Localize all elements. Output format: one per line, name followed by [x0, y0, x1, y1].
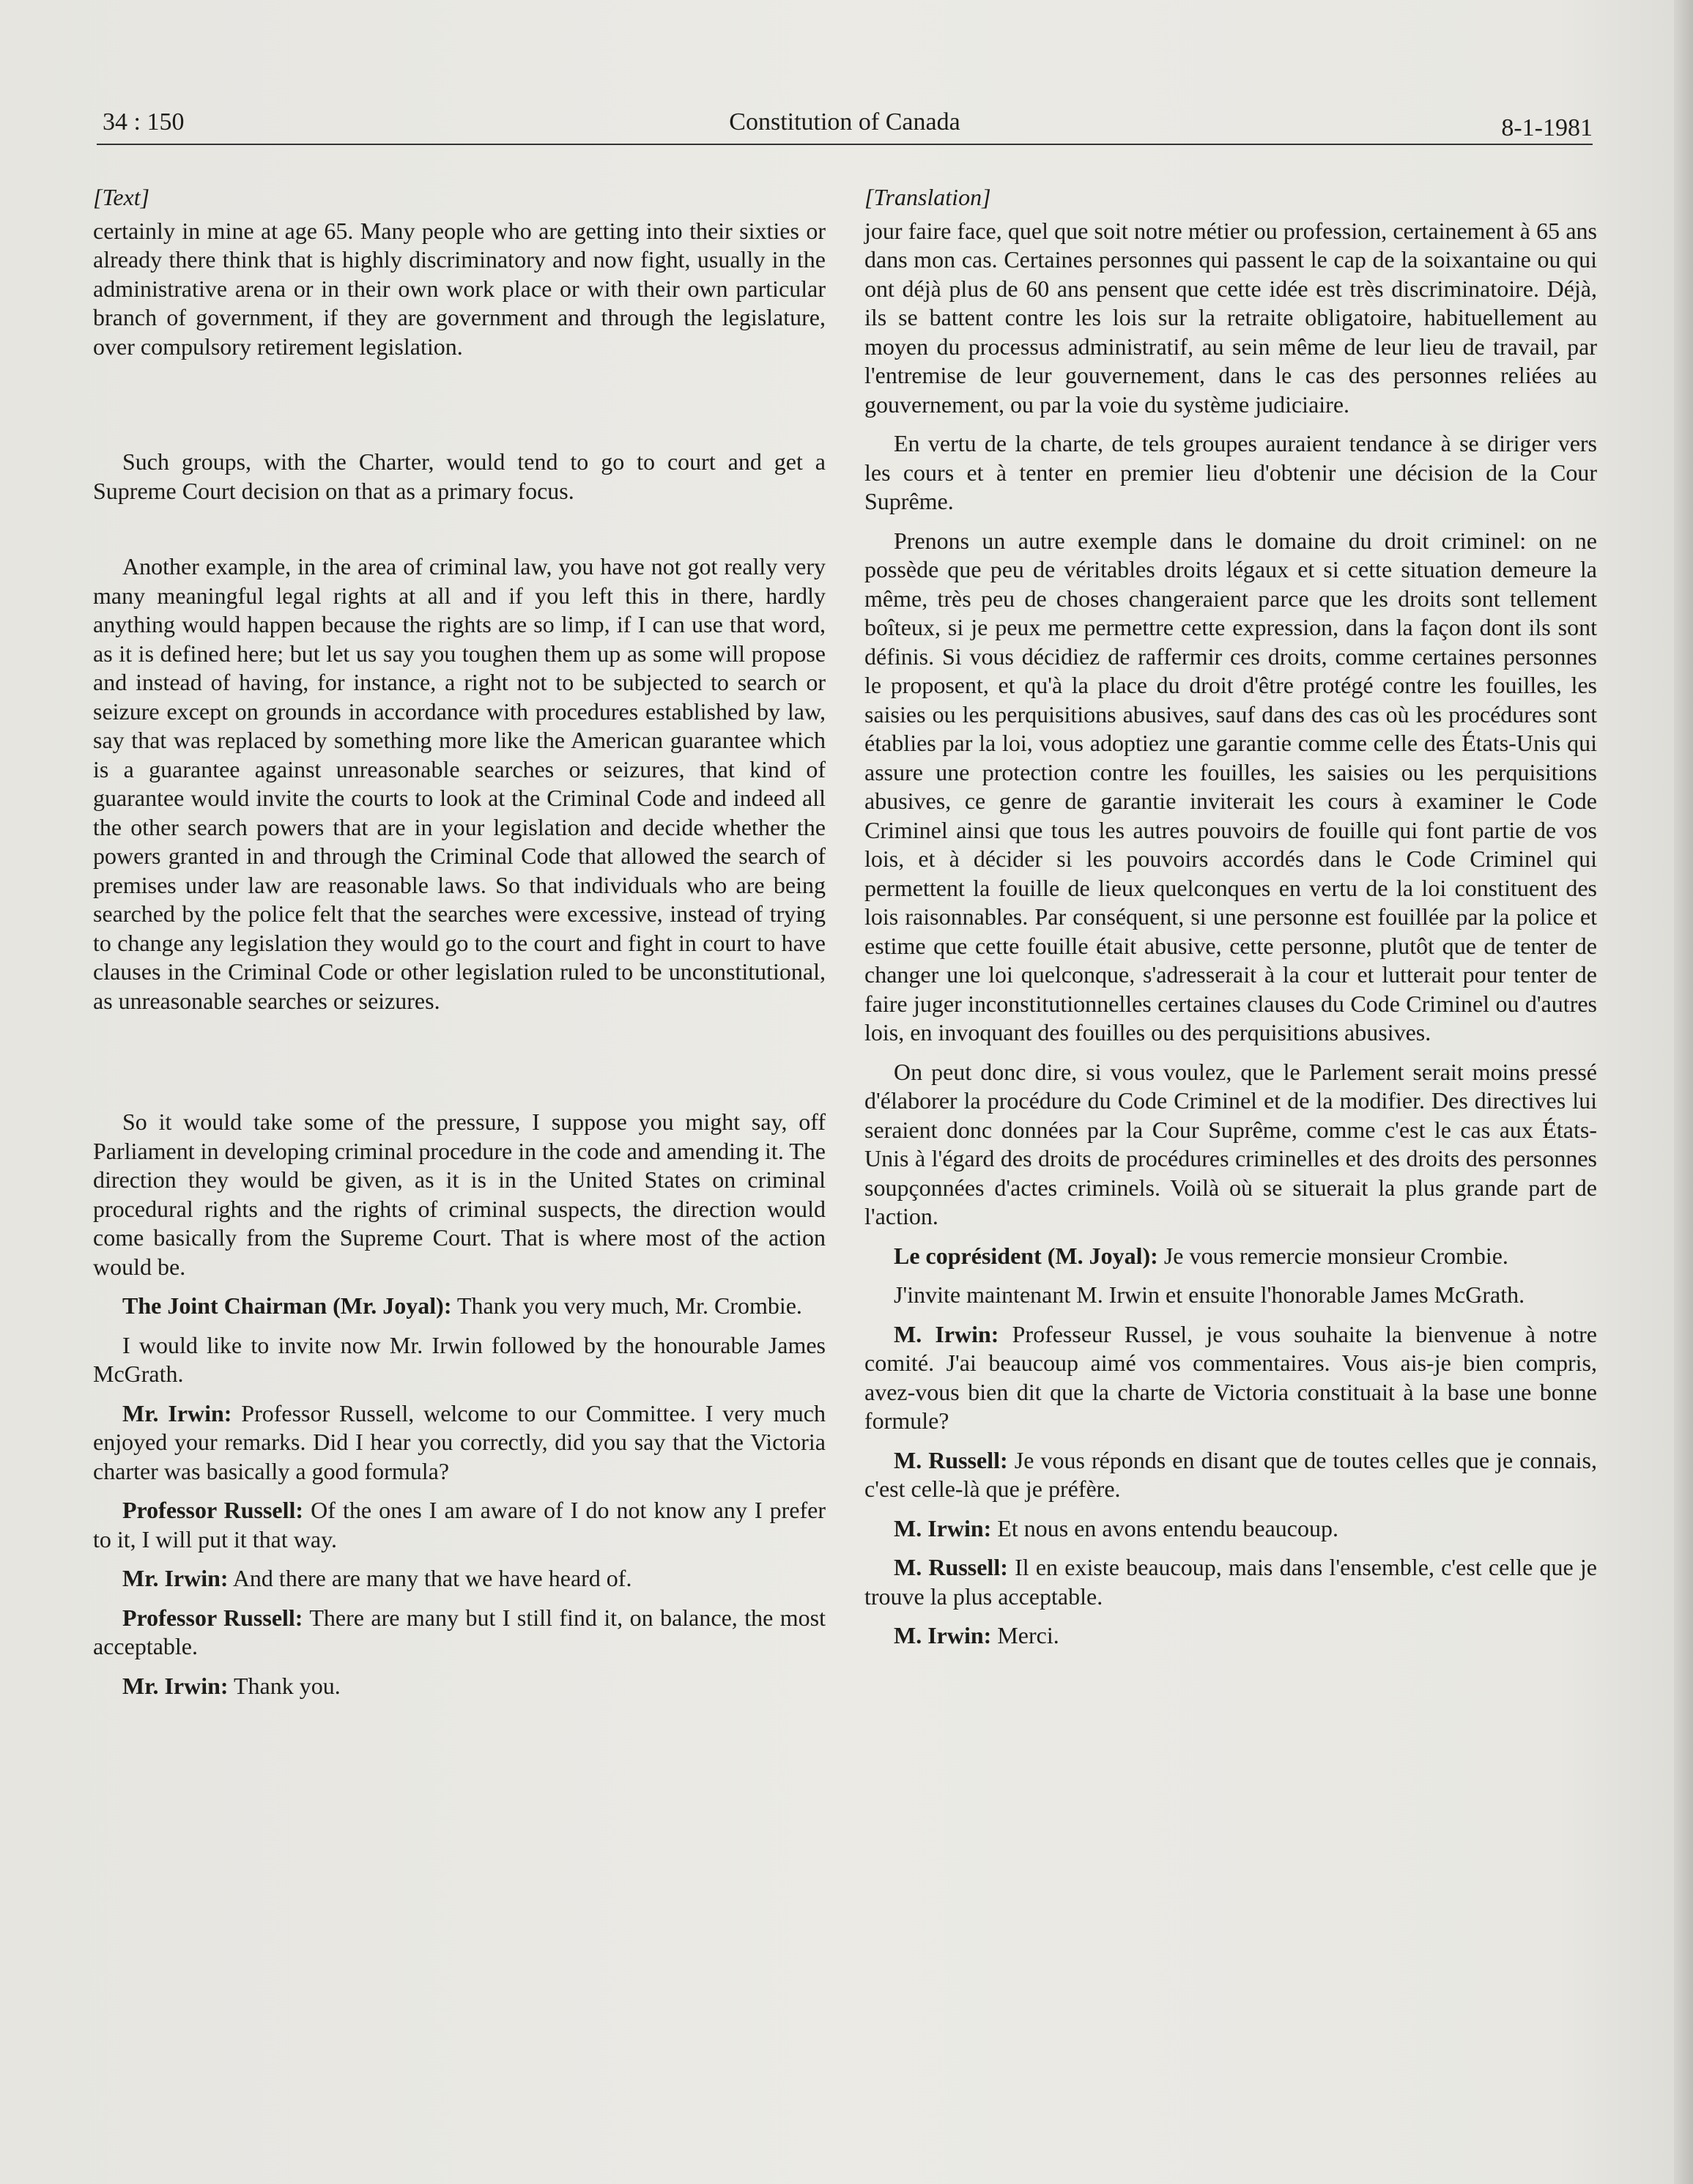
page-title: Constitution of Canada [729, 108, 960, 136]
speaker-paragraph: Mr. Irwin: Thank you. [122, 1672, 341, 1699]
speaker-name: M. Russell: [894, 1554, 1008, 1580]
binding-edge [1674, 0, 1693, 2184]
speaker-name: M. Russell: [894, 1446, 1008, 1473]
column-label: [Text] [93, 184, 150, 210]
speaker-paragraph: M. Irwin: Professeur Russel, je vous souhaite la bienvenue à notre comité. J'ai beaucoup aimé vos commentaires. Vous ais-je bien compris, avez-vous bien dit que la charte de Victoria constituait à la base une bonne formule? [864, 1320, 1598, 1434]
paragraph: Such groups, with the Charter, would tend to go to court and get a Supreme Court decision on that as a primary focus. [93, 448, 826, 504]
speaker-paragraph: M. Russell: Il en existe beaucoup, mais dans l'ensemble, c'est celle que je trouve la plus acceptable. [864, 1554, 1598, 1610]
speaker-name: Mr. Irwin: [122, 1672, 229, 1699]
speaker-name: Mr. Irwin: [122, 1565, 229, 1591]
english-column [93, 183, 826, 1711]
page-date: 8-1-1981 [1501, 114, 1593, 141]
page-number: 34 : 150 [103, 108, 185, 136]
page-header [97, 108, 1593, 145]
speaker-paragraph: M. Irwin: Et nous en avons entendu beaucoup. [894, 1514, 1338, 1541]
paragraph: certainly in mine at age 65. Many people who are getting into their sixties or already there think that is highly discriminatory and now fight, usually in the administrative arena or in their own work place or with their own particular branch of government, if they are government and through the legislature, over compulsory retirement legislation. [93, 217, 826, 360]
speaker-paragraph: Mr. Irwin: And there are many that we have heard of. [122, 1565, 632, 1591]
speaker-name: M. Irwin: [894, 1320, 999, 1347]
speaker-name: M. Irwin: [894, 1622, 992, 1648]
speaker-name: M. Irwin: [894, 1514, 992, 1541]
paragraph: Prenons un autre exemple dans le domaine du droit criminel: on ne possède que peu de véritables droits légaux et si cette situation demeure la même, très peu de choses changeraient parce que les droits sont tellement boîteux, si je peux me permettre cette expression, dans la façon dont ils sont définis. Si vous décidiez de raffermir ces droits, comme certaines personnes le proposent, et qu'à la place du droit d'être protégé contre les fouilles, les saisies ou les perquisitions abusives, sauf dans des cas où les procédures sont établies par la loi, vous adoptiez une garantie comme celle des États-Unis qui assure une protection contre les fouilles, les saisies ou les perquisitions abusives, ce genre de garantie inviterait les cours à examiner le Code Criminel ainsi que tous les autres pouvoirs de fouille qui font partie de vos lois, et à décider si les pouvoirs accordés dans le Code Criminel qui permettent la fouille de lieux quelconques en vertu de la loi constituent des lois raisonnables. Par conséquent, si une personne est fouillée par la police et estime que cette fouille était abusive, cette personne, plutôt que de tenter de changer une loi quelconque, s'adresserait à la cour et lutterait pour tenter de faire juger inconstitutionnelles certaines clauses du Code Criminel ou d'autres lois, en invoquant des fouilles ou des perquisitions abusives. [864, 527, 1597, 1045]
speaker-paragraph: M. Russell: Je vous réponds en disant que de toutes celles que je connais, c'est celle-là que je préfère. [864, 1446, 1598, 1502]
speaker-paragraph: Mr. Irwin: Professor Russell, welcome to our Committee. I very much enjoyed your remarks. Did I hear you correctly, did you say that the Victoria charter was basically a good formula? [93, 1399, 826, 1484]
column-label: [Translation] [864, 184, 991, 210]
paragraph: Another example, in the area of criminal law, you have not got really very many meaningful legal rights at all and if you left this in there, hardly anything would happen because the rights are so limp, if I can use that word, as it is defined here; but let us say you toughen them up as some will propose and instead of having, for instance, a right not to be subjected to search or seizure except on grounds in accordance with procedures established by law, say that was replaced by something more like the American guarantee which is a guarantee against unreasonable searches or seizures, that kind of guarantee would invite the courts to look at the Criminal Code and indeed all the other search powers that are in your legislation and decide whether the powers granted in and through the Criminal Code that allowed the search of premises under law are reasonable laws. So that individuals who are being searched by the police felt that the searches were excessive, instead of trying to change any legislation they would go to the court and fight in court to have clauses in the Criminal Code or other legislation ruled to be unconstitutional, as unreasonable searches or seizures. [93, 553, 826, 1014]
header-rule [97, 144, 1593, 145]
speaker-name: Professor Russell: [122, 1497, 304, 1523]
speaker-paragraph: Le coprésident (M. Joyal): Je vous remercie monsieur Crombie. [894, 1242, 1508, 1269]
speaker-paragraph: M. Irwin: Merci. [894, 1622, 1059, 1648]
paragraph: jour faire face, quel que soit notre métier ou profession, certainement à 65 ans dans mon cas. Certaines personnes qui passent le cap de la soixantaine ou qui ont déjà plus de 60 ans pensent que cette idée est très discriminatoire. Déjà, ils se battent contre les lois sur la retraite obligatoire, habituellement au moyen du processus administratif, au sein même de leur lieu de travail, par l'entremise de leur gouvernement, dans le cas des personnes reliées au gouvernement, ou par la voie du système judiciaire. [864, 217, 1597, 418]
speaker-paragraph: Professor Russell: There are many but I still find it, on balance, the most acceptable. [93, 1604, 826, 1659]
speaker-name: Mr. Irwin: [122, 1399, 232, 1426]
paragraph: On peut donc dire, si vous voulez, que le Parlement serait moins pressé d'élaborer la procédure du Code Criminel et de la modifier. Des directives lui seraient donc données par la Cour Suprême, comme c'est le cas aux États-Unis à l'égard des droits de procédures criminelles et des droits des personnes soupçonnées d'actes criminels. Voilà où se situerait la plus grande part de l'action. [864, 1058, 1597, 1229]
paragraph: So it would take some of the pressure, I suppose you might say, off Parliament in developing criminal procedure in the code and amending it. The direction they would be given, as it is in the United States on criminal procedural rights and the rights of criminal suspects, the direction would come basically from the Supreme Court. That is where most of the action would be. [93, 1108, 826, 1280]
french-column [864, 183, 1597, 1661]
paragraph: I would like to invite now Mr. Irwin followed by the honourable James McGrath. [93, 1331, 826, 1387]
speaker-paragraph: Professor Russell: Of the ones I am aware of I do not know any I prefer to it, I will put it that way. [93, 1497, 826, 1552]
paragraph: J'invite maintenant M. Irwin et ensuite l'honorable James McGrath. [894, 1281, 1525, 1308]
speaker-name: Le coprésident (M. Joyal): [894, 1242, 1158, 1269]
speaker-paragraph: The Joint Chairman (Mr. Joyal): Thank you very much, Mr. Crombie. [122, 1292, 802, 1319]
speaker-name: The Joint Chairman (Mr. Joyal): [122, 1292, 452, 1319]
speaker-name: Professor Russell: [122, 1604, 303, 1631]
paragraph: En vertu de la charte, de tels groupes auraient tendance à se diriger vers les cours et à tenter en premier lieu d'obtenir une décision de la Cour Suprême. [864, 430, 1597, 514]
